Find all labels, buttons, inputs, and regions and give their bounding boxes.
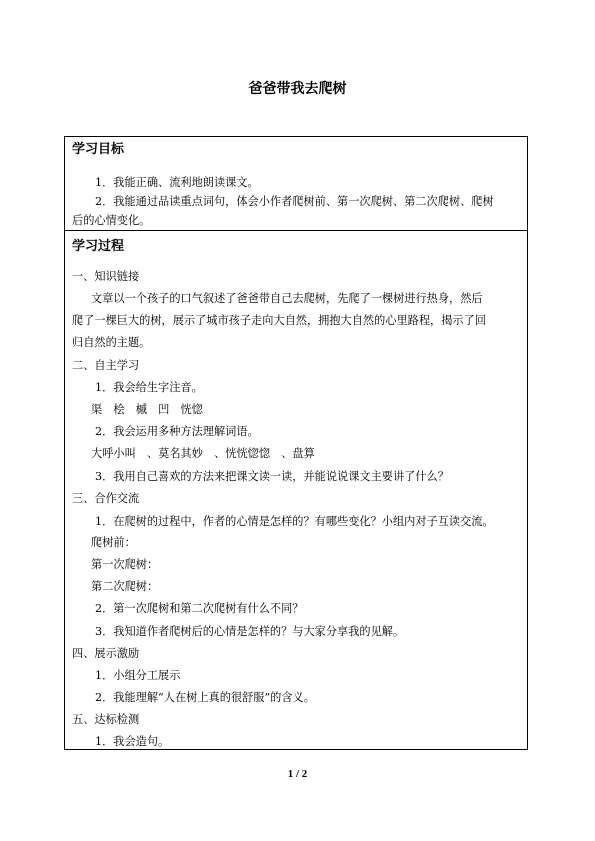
- section-3-title: 三、合作交流: [72, 492, 140, 505]
- section-1-para-line-1: 文章以一个孩子的口气叙述了爸爸带自己去爬树，先爬了一棵树进行热身，然后: [91, 292, 483, 305]
- section-2-question-3: 3．我用自己喜欢的方法来把课文读一读，并能说说课文主要讲了什么？: [95, 470, 449, 483]
- process-header: 学习过程: [72, 239, 125, 254]
- goal-item-2-line-1: 2．我能通过品读重点词句，体会小作者爬树前、第一次爬树、第二次爬树、爬树: [95, 195, 494, 208]
- section-3-question-3: 3．我知道作者爬树后的心情是怎样的？与大家分享我的见解。: [95, 625, 405, 638]
- section-3-question-1: 1．在爬树的过程中，作者的心情是怎样的？有哪些变化？小组内对子互读交流。: [95, 515, 494, 528]
- section-4-question-1: 1．小组分工展示: [95, 669, 181, 682]
- section-4-title: 四、展示激励: [72, 647, 140, 660]
- section-3-question-2: 2．第一次爬树和第二次爬树有什么不同？: [95, 602, 304, 615]
- section-2-question-1: 1．我会给生字注音。: [95, 381, 203, 394]
- section-2-title: 二、自主学习: [72, 359, 140, 372]
- section-1-para-line-2: 爬了一棵巨大的树，展示了城市孩子走向大自然，拥抱大自然的心里路程，揭示了回: [72, 314, 486, 327]
- section-3-answer-second: 第二次爬树：: [91, 580, 159, 593]
- worksheet-table: [64, 136, 528, 750]
- page-title: 爸爸带我去爬树: [248, 81, 347, 97]
- goal-item-2-line-2: 后的心情变化。: [72, 214, 151, 227]
- section-2-words: 大呼小叫 、莫名其妙 、恍恍惚惚 、盘算: [91, 447, 315, 460]
- section-5-title: 五、达标检测: [72, 713, 140, 726]
- section-5-question-1: 1．我会造句。: [95, 735, 170, 748]
- section-2-question-2: 2．我会运用多种方法理解词语。: [95, 425, 259, 438]
- section-1-title: 一、知识链接: [72, 270, 140, 283]
- section-3-answer-first: 第一次爬树：: [91, 558, 159, 571]
- page-number: 1 / 2: [287, 768, 308, 780]
- section-2-characters: 渠 桧 槭 凹 恍惚: [91, 403, 203, 416]
- section-1-para-line-3: 归自然的主题。: [72, 336, 151, 349]
- section-3-answer-before: 爬树前：: [91, 536, 136, 549]
- section-divider: [65, 230, 527, 231]
- goal-item-1: 1．我能正确、流利地朗读课文。: [95, 176, 259, 189]
- section-4-question-2: 2．我能理解“人在树上真的很舒服”的含义。: [95, 691, 315, 704]
- goals-header: 学习目标: [72, 142, 125, 157]
